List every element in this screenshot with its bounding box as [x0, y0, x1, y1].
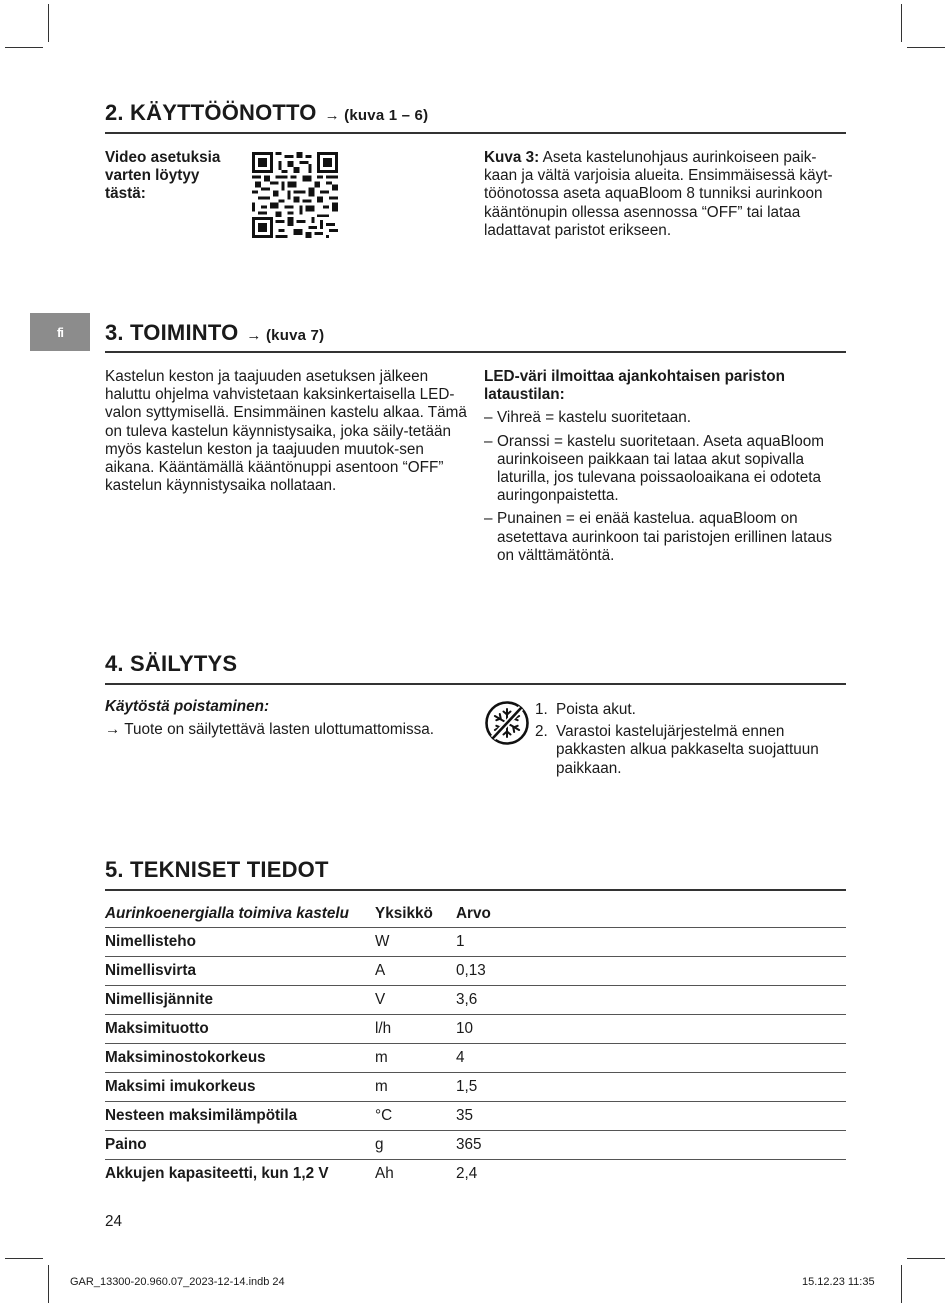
table-row: Maksimi imukorkeus m 1,5 — [105, 1073, 846, 1102]
figure-3-text: Aseta kastelunohjaus aurinkoiseen paik-kaan ja vältä varjoisia alueita. Ensimmäisessä käyt-töönotossa aseta aquaBloom 8 tunniksi aurinkoon kääntönupin ollessa asennossa “OFF” tai lataa ladattavat paristot erikseen. — [484, 149, 833, 239]
figure-3-label: Kuva 3: — [484, 149, 540, 166]
no-frost-icon — [484, 700, 530, 746]
crop-mark — [907, 1258, 945, 1259]
table-row: Maksiminostokorkeus m 4 — [105, 1044, 846, 1073]
section-title-text: 3. TOIMINTO — [105, 320, 239, 345]
crop-mark — [901, 1265, 902, 1303]
crop-mark — [48, 4, 49, 42]
list-item: 2. Varastoi kastelujärjestelmä ennen pakkasten alkua pakkaselta suojattuun paikkaan. — [535, 723, 819, 777]
figure-3-description — [484, 149, 839, 240]
page-number: 24 — [105, 1213, 123, 1230]
led-status-heading: LED-väri ilmoittaa ajankohtaisen pariston lataustilan: — [484, 368, 785, 404]
storage-steps-list — [535, 701, 835, 778]
section-rule — [105, 351, 846, 353]
qr-code-icon[interactable] — [252, 152, 338, 238]
print-timestamp: 15.12.23 11:35 — [802, 1276, 875, 1288]
crop-mark — [901, 4, 902, 42]
decommission-heading: Käytöstä poistaminen: — [105, 698, 270, 715]
led-status-block — [484, 368, 844, 565]
table-row: Maksimituotto l/h 10 — [105, 1015, 846, 1044]
table-row: Nimellisvirta A 0,13 — [105, 957, 846, 986]
table-row: Akkujen kapasiteetti, kun 1,2 V Ah 2,4 — [105, 1160, 846, 1189]
crop-mark — [48, 1265, 49, 1303]
table-row: Nimellisjännite V 3,6 — [105, 986, 846, 1015]
section-rule — [105, 132, 846, 134]
figure-reference: → (kuva 1 – 6) — [324, 107, 429, 124]
storage-steps-block — [535, 701, 835, 782]
child-safety-note: → Tuote on säilytettävä lasten ulottumattomissa. — [105, 721, 435, 739]
print-file-info: GAR_13300-20.960.07_2023-12-14.indb 24 — [70, 1276, 285, 1288]
crop-mark — [907, 47, 945, 48]
section-title-kayttoonotto — [105, 100, 428, 126]
spec-table — [105, 900, 846, 1188]
function-description: Kastelun keston ja taajuuden asetuksen jälkeen haluttu ohjelma vahvistetaan kaksinkertaisella LED-valon syttymisellä. Ensimmäinen kastelu alkaa. Tämä on tuleva kastelun käynnistysaika, joka säily-tetään myös kastelun keston ja taajuuden muutok-sen aikana. Kääntämällä kääntönuppi asentoon “OFF” kastelun käynnistysaika nollataan. — [105, 368, 467, 495]
list-item: 1. Poista akut. — [535, 701, 636, 718]
section-title-toiminto — [105, 320, 324, 346]
figure-reference: → (kuva 7) — [246, 327, 325, 344]
table-header-cell: Aurinkoenergialla toimiva kastelu — [105, 905, 349, 922]
list-item: – Vihreä = kastelu suoritetaan. — [484, 409, 844, 427]
decommission-block — [105, 698, 465, 739]
section-title-text: 5. TEKNISET TIEDOT — [105, 857, 329, 882]
table-header-row — [105, 900, 846, 928]
list-item: – Punainen = ei enää kastelua. aquaBloom on asetettava aurinkoon tai paristojen erillinen lataus on välttämätöntä. — [484, 510, 844, 565]
table-row: Nesteen maksimilämpötila °C 35 — [105, 1102, 846, 1131]
section-rule — [105, 889, 846, 891]
section-title-tekniset-tiedot — [105, 857, 329, 883]
table-row: Paino g 365 — [105, 1131, 846, 1160]
led-status-list — [484, 409, 844, 565]
table-row: Nimellisteho W 1 — [105, 928, 846, 957]
section-title-sailytys — [105, 651, 237, 677]
table-header-cell: Arvo — [456, 905, 491, 922]
crop-mark — [5, 1258, 43, 1259]
section-title-text: 4. SÄILYTYS — [105, 651, 238, 676]
section-rule — [105, 683, 846, 685]
table-header-cell: Yksikkö — [375, 905, 433, 922]
crop-mark — [5, 47, 43, 48]
language-tab: fi — [30, 313, 90, 351]
section-title-text: 2. KÄYTTÖÖNOTTO — [105, 100, 317, 125]
video-setup-label: Video asetuksia varten löytyy tästä: — [105, 149, 221, 203]
list-item: – Oranssi = kastelu suoritetaan. Aseta aquaBloom aurinkoiseen paikkaan tai lataa akut sopivalla laturilla, jos tulevana poissaoloaikana ei odoteta auringonpaistetta. — [484, 433, 844, 506]
